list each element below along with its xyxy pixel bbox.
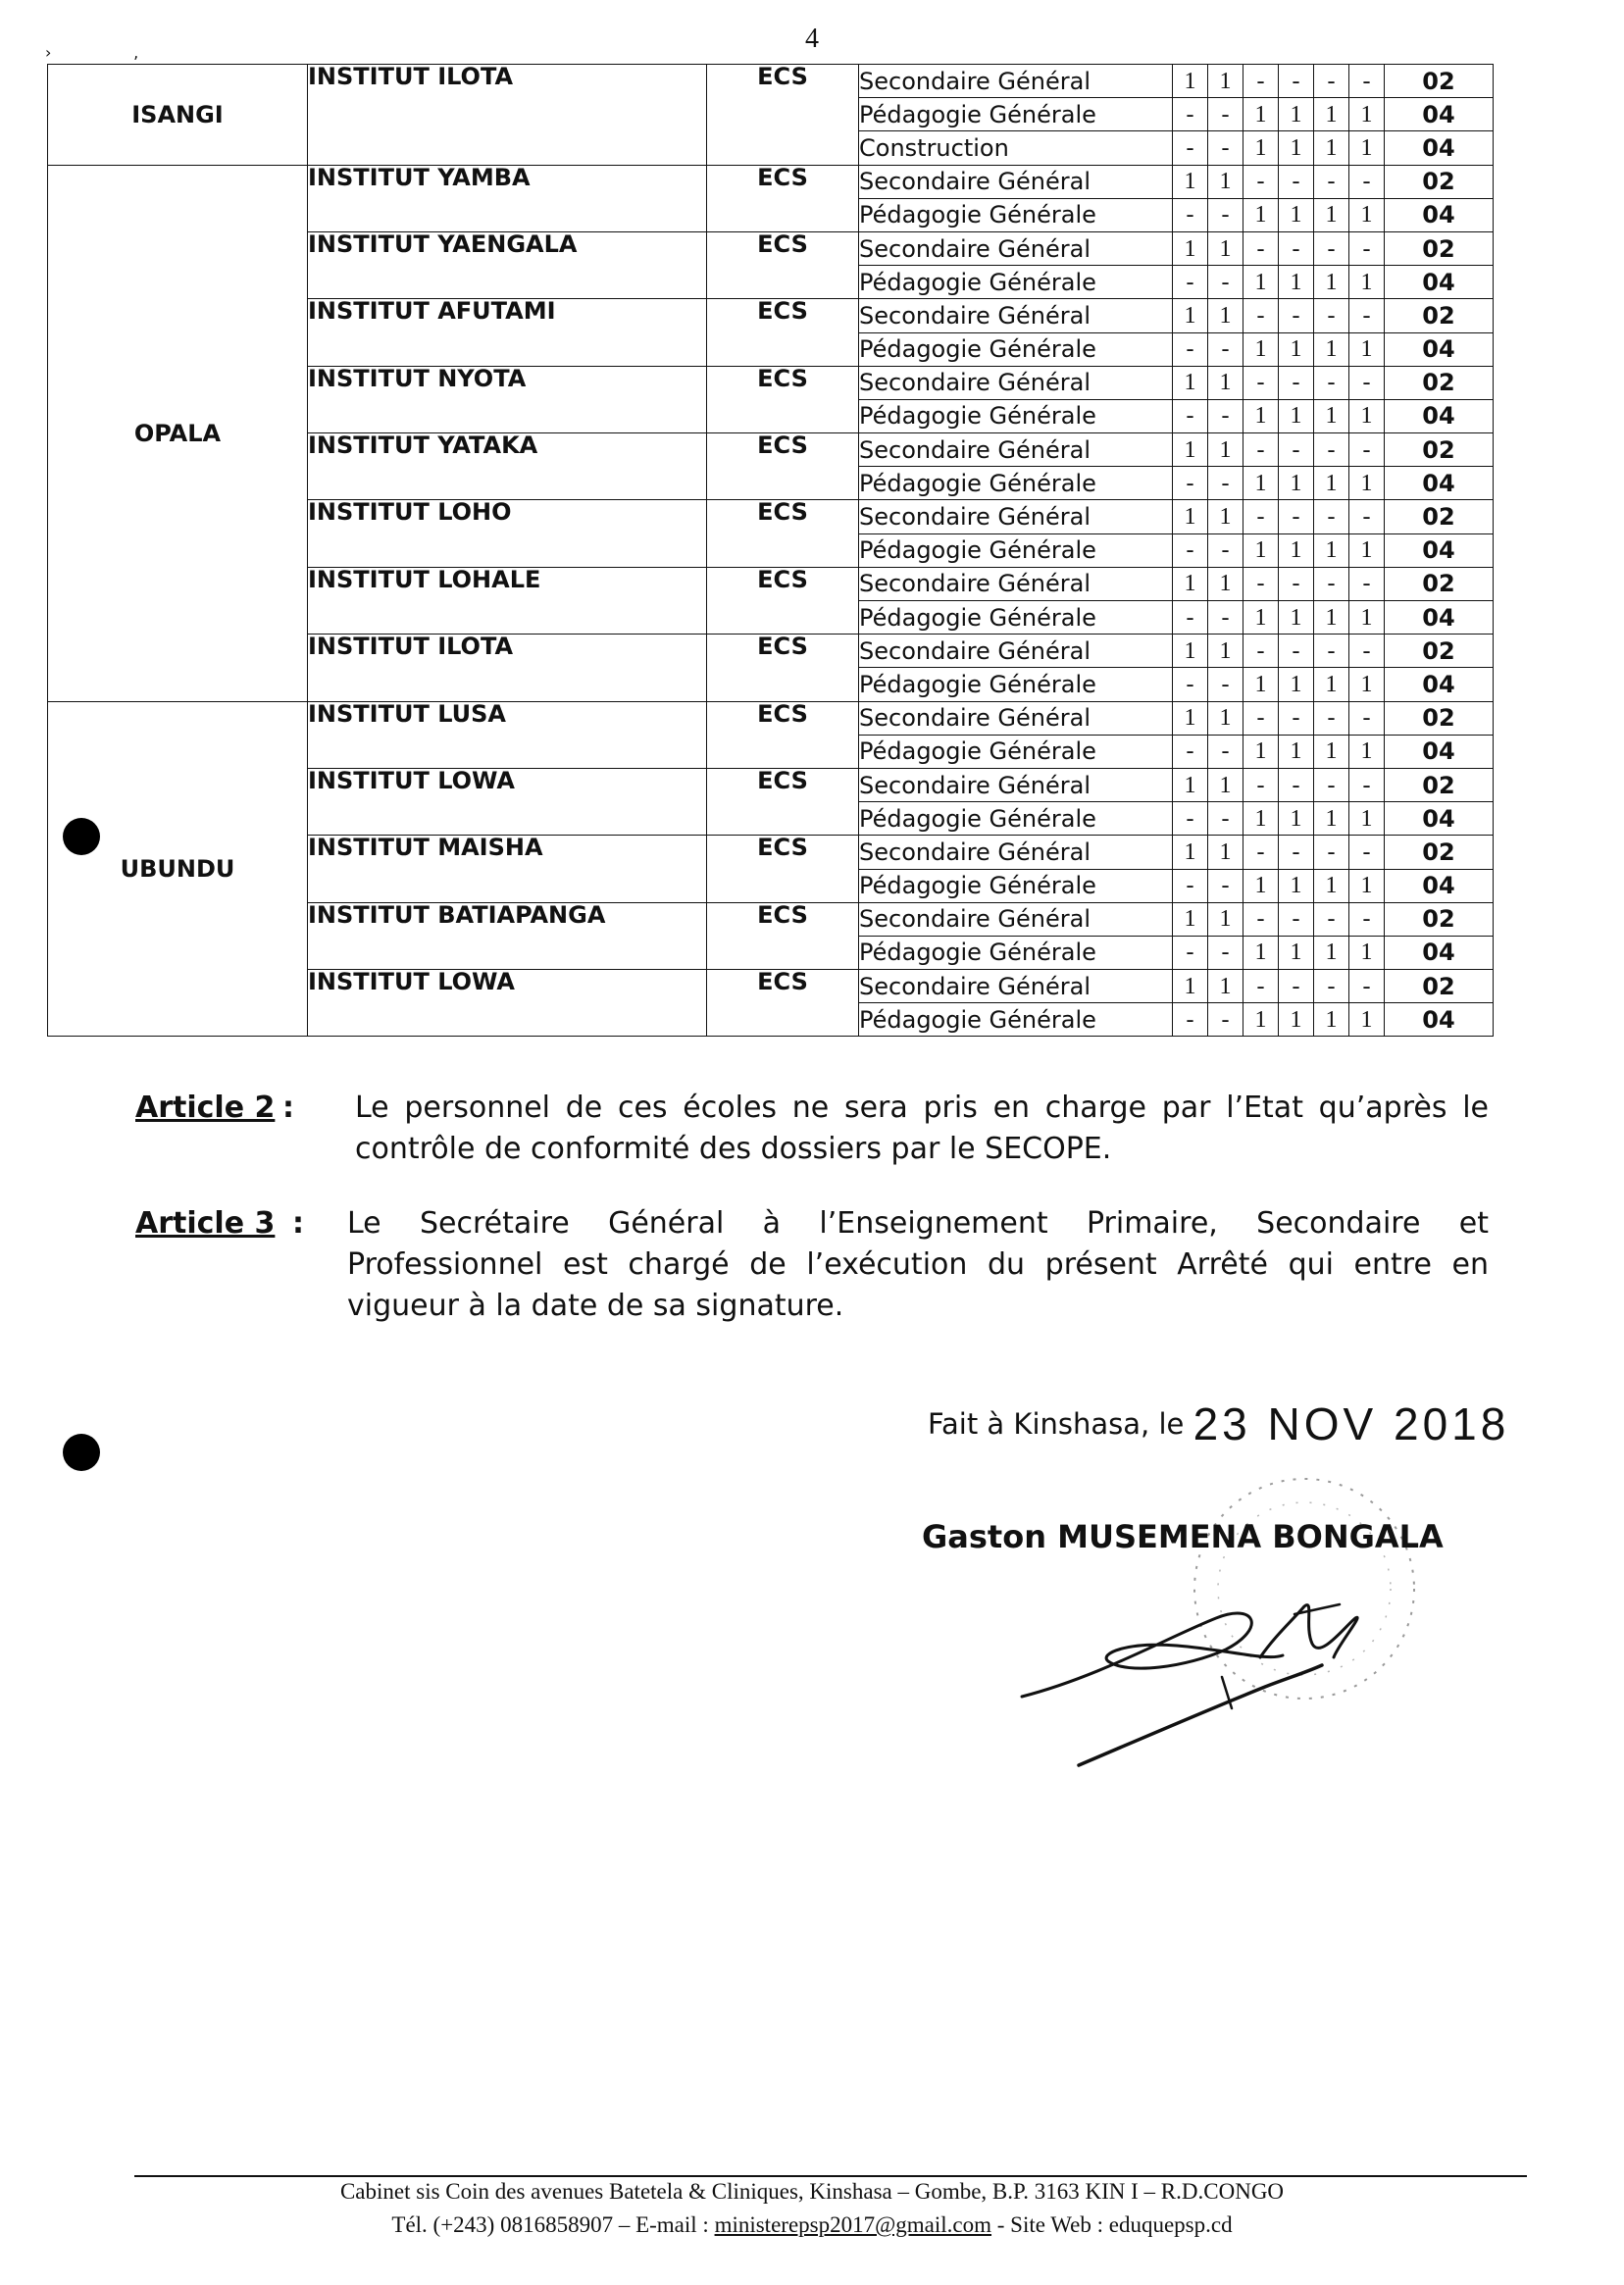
class-count-cell: - xyxy=(1208,98,1243,131)
class-count-cell: 1 xyxy=(1314,735,1349,768)
class-count-cell: - xyxy=(1243,768,1279,801)
regime-cell: ECS xyxy=(707,970,859,1037)
class-count-cell: 1 xyxy=(1173,500,1208,533)
option-cell: Pédagogie Générale xyxy=(859,533,1173,567)
footer-email: ministerepsp2017@gmail.com xyxy=(714,2212,992,2237)
hole-punch-bullet xyxy=(63,818,100,855)
class-count-cell: - xyxy=(1208,332,1243,366)
class-count-cell: - xyxy=(1349,366,1385,399)
class-count-cell: 1 xyxy=(1314,198,1349,231)
total-cell: 04 xyxy=(1385,98,1494,131)
option-cell: Pédagogie Générale xyxy=(859,668,1173,701)
class-count-cell: 1 xyxy=(1208,567,1243,600)
total-cell: 04 xyxy=(1385,802,1494,836)
class-count-cell: 1 xyxy=(1208,366,1243,399)
class-count-cell: 1 xyxy=(1208,500,1243,533)
class-count-cell: - xyxy=(1314,635,1349,668)
class-count-cell: - xyxy=(1173,869,1208,902)
class-count-cell: 1 xyxy=(1349,98,1385,131)
class-count-cell: - xyxy=(1314,299,1349,332)
class-count-cell: 1 xyxy=(1279,266,1314,299)
option-cell: Secondaire Général xyxy=(859,836,1173,869)
class-count-cell: 1 xyxy=(1349,869,1385,902)
class-count-cell: 1 xyxy=(1279,802,1314,836)
total-cell: 02 xyxy=(1385,231,1494,265)
regime-cell: ECS xyxy=(707,165,859,231)
territory-cell: ISANGI xyxy=(48,65,308,166)
class-count-cell: 1 xyxy=(1279,332,1314,366)
regime-cell: ECS xyxy=(707,433,859,500)
total-cell: 04 xyxy=(1385,869,1494,902)
regime-cell: ECS xyxy=(707,366,859,432)
school-name-cell: INSTITUT LOHALE xyxy=(308,567,707,634)
class-count-cell: 1 xyxy=(1173,567,1208,600)
class-count-cell: 1 xyxy=(1279,601,1314,635)
class-count-cell: - xyxy=(1349,701,1385,735)
class-count-cell: - xyxy=(1208,198,1243,231)
class-count-cell: - xyxy=(1349,65,1385,98)
class-count-cell: - xyxy=(1208,802,1243,836)
class-count-cell: 1 xyxy=(1314,399,1349,432)
footer-contact xyxy=(0,2212,1624,2238)
option-cell: Secondaire Général xyxy=(859,231,1173,265)
class-count-cell: - xyxy=(1314,970,1349,1003)
class-count-cell: - xyxy=(1314,500,1349,533)
total-cell: 04 xyxy=(1385,266,1494,299)
class-count-cell: 1 xyxy=(1208,65,1243,98)
class-count-cell: 1 xyxy=(1279,869,1314,902)
option-cell: Pédagogie Générale xyxy=(859,198,1173,231)
class-count-cell: - xyxy=(1243,231,1279,265)
option-cell: Pédagogie Générale xyxy=(859,735,1173,768)
article-colon: : xyxy=(282,1091,294,1125)
class-count-cell: 1 xyxy=(1243,936,1279,969)
class-count-cell: - xyxy=(1279,970,1314,1003)
class-count-cell: 1 xyxy=(1243,131,1279,165)
territory-cell: OPALA xyxy=(48,165,308,701)
class-count-cell: 1 xyxy=(1173,165,1208,198)
class-count-cell: - xyxy=(1314,65,1349,98)
class-count-cell: - xyxy=(1279,635,1314,668)
class-count-cell: 1 xyxy=(1314,266,1349,299)
class-count-cell: - xyxy=(1173,1003,1208,1037)
class-count-cell: - xyxy=(1314,231,1349,265)
class-count-cell: - xyxy=(1279,701,1314,735)
class-count-cell: 1 xyxy=(1349,668,1385,701)
school-name-cell: INSTITUT YAENGALA xyxy=(308,231,707,298)
article-2 xyxy=(135,1088,1489,1170)
class-count-cell: 1 xyxy=(1279,936,1314,969)
class-count-cell: - xyxy=(1243,366,1279,399)
total-cell: 04 xyxy=(1385,1003,1494,1037)
class-count-cell: 1 xyxy=(1349,735,1385,768)
class-count-cell: 1 xyxy=(1243,802,1279,836)
total-cell: 02 xyxy=(1385,165,1494,198)
school-name-cell: INSTITUT LOHO xyxy=(308,500,707,567)
total-cell: 04 xyxy=(1385,399,1494,432)
class-count-cell: - xyxy=(1243,567,1279,600)
class-count-cell: - xyxy=(1173,668,1208,701)
class-count-cell: 1 xyxy=(1349,1003,1385,1037)
option-cell: Secondaire Général xyxy=(859,299,1173,332)
article-colon: : xyxy=(292,1206,304,1241)
class-count-cell: - xyxy=(1314,165,1349,198)
class-count-cell: 1 xyxy=(1208,836,1243,869)
class-count-cell: - xyxy=(1349,500,1385,533)
class-count-cell: - xyxy=(1243,500,1279,533)
class-count-cell: - xyxy=(1173,467,1208,500)
footer-rule xyxy=(134,2175,1527,2177)
class-count-cell: 1 xyxy=(1208,768,1243,801)
class-count-cell: 1 xyxy=(1208,970,1243,1003)
class-count-cell: - xyxy=(1314,433,1349,467)
footer-site: - Site Web : eduquepsp.cd xyxy=(991,2212,1233,2237)
class-count-cell: 1 xyxy=(1314,869,1349,902)
class-count-cell: 1 xyxy=(1173,366,1208,399)
footer-address: Cabinet sis Coin des avenues Batetela & Cliniques, Kinshasa – Gombe, B.P. 3163 KIN I – R.D.CONGO xyxy=(339,2179,1285,2204)
option-cell: Secondaire Général xyxy=(859,635,1173,668)
class-count-cell: - xyxy=(1243,902,1279,936)
class-count-cell: 1 xyxy=(1243,399,1279,432)
class-count-cell: - xyxy=(1349,635,1385,668)
class-count-cell: 1 xyxy=(1279,533,1314,567)
regime-cell: ECS xyxy=(707,836,859,902)
table-row xyxy=(48,65,1494,98)
article-label: Article 2 xyxy=(135,1091,276,1125)
regime-cell: ECS xyxy=(707,65,859,166)
class-count-cell: 1 xyxy=(1208,165,1243,198)
class-count-cell: - xyxy=(1173,399,1208,432)
class-count-cell: 1 xyxy=(1279,467,1314,500)
class-count-cell: 1 xyxy=(1243,198,1279,231)
school-name-cell: INSTITUT BATIAPANGA xyxy=(308,902,707,969)
class-count-cell: 1 xyxy=(1173,65,1208,98)
class-count-cell: - xyxy=(1314,902,1349,936)
class-count-cell: 1 xyxy=(1314,131,1349,165)
class-count-cell: 1 xyxy=(1349,601,1385,635)
option-cell: Secondaire Général xyxy=(859,433,1173,467)
class-count-cell: 1 xyxy=(1173,701,1208,735)
class-count-cell: - xyxy=(1279,231,1314,265)
class-count-cell: 1 xyxy=(1349,266,1385,299)
class-count-cell: - xyxy=(1279,366,1314,399)
article-3 xyxy=(135,1203,1489,1327)
option-cell: Pédagogie Générale xyxy=(859,869,1173,902)
class-count-cell: - xyxy=(1208,936,1243,969)
class-count-cell: 1 xyxy=(1314,98,1349,131)
total-cell: 02 xyxy=(1385,701,1494,735)
school-name-cell: INSTITUT ILOTA xyxy=(308,65,707,166)
footer-tel: Tél. (+243) 0816858907 – E-mail : xyxy=(391,2212,715,2237)
total-cell: 04 xyxy=(1385,668,1494,701)
school-name-cell: INSTITUT LOWA xyxy=(308,768,707,835)
regime-cell: ECS xyxy=(707,635,859,701)
class-count-cell: - xyxy=(1243,836,1279,869)
class-count-cell: - xyxy=(1349,299,1385,332)
total-cell: 04 xyxy=(1385,467,1494,500)
scan-mark: ‚ xyxy=(133,43,139,62)
regime-cell: ECS xyxy=(707,231,859,298)
class-count-cell: 1 xyxy=(1243,266,1279,299)
class-count-cell: - xyxy=(1279,902,1314,936)
signatory-name: Gaston MUSEMENA BONGALA xyxy=(922,1518,1444,1555)
class-count-cell: 1 xyxy=(1314,601,1349,635)
class-count-cell: - xyxy=(1208,467,1243,500)
total-cell: 04 xyxy=(1385,198,1494,231)
school-name-cell: INSTITUT LUSA xyxy=(308,701,707,768)
class-count-cell: 1 xyxy=(1314,533,1349,567)
table-row xyxy=(48,165,1494,198)
table-row xyxy=(48,701,1494,735)
scan-mark: › xyxy=(45,43,52,62)
class-count-cell: 1 xyxy=(1279,1003,1314,1037)
class-count-cell: - xyxy=(1173,198,1208,231)
class-count-cell: 1 xyxy=(1243,1003,1279,1037)
total-cell: 02 xyxy=(1385,500,1494,533)
class-count-cell: 1 xyxy=(1208,433,1243,467)
option-cell: Secondaire Général xyxy=(859,366,1173,399)
class-count-cell: - xyxy=(1208,735,1243,768)
class-count-cell: - xyxy=(1314,768,1349,801)
article-text: Le personnel de ces écoles ne sera pris en charge par l’Etat qu’après le contrôle de conformité des dossiers par le SECOPE. xyxy=(355,1091,1489,1166)
option-cell: Pédagogie Générale xyxy=(859,266,1173,299)
class-count-cell: 1 xyxy=(1173,970,1208,1003)
class-count-cell: 1 xyxy=(1314,668,1349,701)
class-count-cell: 1 xyxy=(1173,902,1208,936)
option-cell: Pédagogie Générale xyxy=(859,98,1173,131)
school-name-cell: INSTITUT MAISHA xyxy=(308,836,707,902)
class-count-cell: 1 xyxy=(1279,668,1314,701)
signature-date: 23 NOV 2018 xyxy=(1193,1398,1510,1449)
place-label: Fait à Kinshasa, le xyxy=(928,1407,1185,1441)
total-cell: 02 xyxy=(1385,433,1494,467)
class-count-cell: - xyxy=(1349,970,1385,1003)
class-count-cell: - xyxy=(1243,701,1279,735)
class-count-cell: - xyxy=(1208,266,1243,299)
class-count-cell: - xyxy=(1279,299,1314,332)
class-count-cell: 1 xyxy=(1314,467,1349,500)
total-cell: 04 xyxy=(1385,735,1494,768)
class-count-cell: 1 xyxy=(1243,98,1279,131)
class-count-cell: - xyxy=(1208,1003,1243,1037)
class-count-cell: - xyxy=(1314,836,1349,869)
total-cell: 02 xyxy=(1385,902,1494,936)
class-count-cell: - xyxy=(1349,433,1385,467)
option-cell: Secondaire Général xyxy=(859,500,1173,533)
total-cell: 02 xyxy=(1385,366,1494,399)
class-count-cell: - xyxy=(1243,65,1279,98)
class-count-cell: - xyxy=(1243,433,1279,467)
total-cell: 04 xyxy=(1385,332,1494,366)
option-cell: Pédagogie Générale xyxy=(859,332,1173,366)
class-count-cell: - xyxy=(1349,231,1385,265)
class-count-cell: - xyxy=(1279,433,1314,467)
class-count-cell: - xyxy=(1208,601,1243,635)
class-count-cell: 1 xyxy=(1349,131,1385,165)
class-count-cell: 1 xyxy=(1173,433,1208,467)
class-count-cell: 1 xyxy=(1314,802,1349,836)
class-count-cell: 1 xyxy=(1243,533,1279,567)
total-cell: 02 xyxy=(1385,299,1494,332)
schools-table xyxy=(47,64,1494,1037)
option-cell: Secondaire Général xyxy=(859,768,1173,801)
regime-cell: ECS xyxy=(707,299,859,366)
class-count-cell: 1 xyxy=(1173,635,1208,668)
class-count-cell: - xyxy=(1173,98,1208,131)
class-count-cell: 1 xyxy=(1243,601,1279,635)
class-count-cell: - xyxy=(1208,869,1243,902)
class-count-cell: - xyxy=(1243,165,1279,198)
class-count-cell: - xyxy=(1208,131,1243,165)
option-cell: Pédagogie Générale xyxy=(859,601,1173,635)
class-count-cell: 1 xyxy=(1208,701,1243,735)
class-count-cell: 1 xyxy=(1243,467,1279,500)
option-cell: Secondaire Général xyxy=(859,65,1173,98)
class-count-cell: 1 xyxy=(1349,332,1385,366)
class-count-cell: 1 xyxy=(1279,735,1314,768)
class-count-cell: 1 xyxy=(1349,802,1385,836)
class-count-cell: 1 xyxy=(1173,231,1208,265)
total-cell: 04 xyxy=(1385,533,1494,567)
class-count-cell: - xyxy=(1349,836,1385,869)
class-count-cell: 1 xyxy=(1349,467,1385,500)
handwritten-signature xyxy=(1010,1559,1422,1785)
class-count-cell: - xyxy=(1349,567,1385,600)
school-name-cell: INSTITUT YATAKA xyxy=(308,433,707,500)
class-count-cell: - xyxy=(1173,601,1208,635)
territory-cell: UBUNDU xyxy=(48,701,308,1037)
article-text: Le Secrétaire Général à l’Enseignement Primaire, Secondaire et Professionnel est chargé de l’exécution du présent Arrêté qui entre en vigueur à la date de sa signature. xyxy=(347,1206,1489,1323)
class-count-cell: - xyxy=(1279,567,1314,600)
class-count-cell: - xyxy=(1349,902,1385,936)
class-count-cell: 1 xyxy=(1173,768,1208,801)
class-count-cell: - xyxy=(1279,836,1314,869)
option-cell: Secondaire Général xyxy=(859,701,1173,735)
option-cell: Pédagogie Générale xyxy=(859,399,1173,432)
class-count-cell: - xyxy=(1173,131,1208,165)
class-count-cell: 1 xyxy=(1208,299,1243,332)
class-count-cell: - xyxy=(1173,332,1208,366)
class-count-cell: - xyxy=(1349,768,1385,801)
class-count-cell: - xyxy=(1314,567,1349,600)
school-name-cell: INSTITUT LOWA xyxy=(308,970,707,1037)
class-count-cell: 1 xyxy=(1208,231,1243,265)
class-count-cell: 1 xyxy=(1314,332,1349,366)
option-cell: Pédagogie Générale xyxy=(859,1003,1173,1037)
total-cell: 02 xyxy=(1385,768,1494,801)
class-count-cell: - xyxy=(1173,533,1208,567)
class-count-cell: 1 xyxy=(1173,836,1208,869)
class-count-cell: - xyxy=(1279,165,1314,198)
class-count-cell: 1 xyxy=(1279,98,1314,131)
total-cell: 02 xyxy=(1385,635,1494,668)
class-count-cell: - xyxy=(1349,165,1385,198)
article-label: Article 3 xyxy=(135,1206,276,1241)
class-count-cell: - xyxy=(1279,500,1314,533)
class-count-cell: 1 xyxy=(1173,299,1208,332)
class-count-cell: 1 xyxy=(1243,332,1279,366)
class-count-cell: - xyxy=(1173,735,1208,768)
total-cell: 02 xyxy=(1385,567,1494,600)
class-count-cell: 1 xyxy=(1314,936,1349,969)
class-count-cell: 1 xyxy=(1208,902,1243,936)
option-cell: Pédagogie Générale xyxy=(859,467,1173,500)
class-count-cell: 1 xyxy=(1243,668,1279,701)
class-count-cell: 1 xyxy=(1349,399,1385,432)
regime-cell: ECS xyxy=(707,768,859,835)
class-count-cell: 1 xyxy=(1349,533,1385,567)
class-count-cell: - xyxy=(1279,768,1314,801)
class-count-cell: - xyxy=(1173,936,1208,969)
class-count-cell: 1 xyxy=(1349,936,1385,969)
page-number: 4 xyxy=(805,24,819,54)
regime-cell: ECS xyxy=(707,567,859,634)
option-cell: Construction xyxy=(859,131,1173,165)
option-cell: Pédagogie Générale xyxy=(859,802,1173,836)
total-cell: 02 xyxy=(1385,65,1494,98)
school-name-cell: INSTITUT ILOTA xyxy=(308,635,707,701)
class-count-cell: - xyxy=(1208,399,1243,432)
school-name-cell: INSTITUT NYOTA xyxy=(308,366,707,432)
option-cell: Secondaire Général xyxy=(859,970,1173,1003)
class-count-cell: - xyxy=(1243,970,1279,1003)
class-count-cell: 1 xyxy=(1349,198,1385,231)
class-count-cell: - xyxy=(1314,701,1349,735)
class-count-cell: - xyxy=(1208,668,1243,701)
option-cell: Secondaire Général xyxy=(859,567,1173,600)
hole-punch-bullet xyxy=(63,1434,100,1471)
school-name-cell: INSTITUT YAMBA xyxy=(308,165,707,231)
class-count-cell: - xyxy=(1173,802,1208,836)
school-name-cell: INSTITUT AFUTAMI xyxy=(308,299,707,366)
class-count-cell: - xyxy=(1314,366,1349,399)
option-cell: Secondaire Général xyxy=(859,165,1173,198)
class-count-cell: - xyxy=(1243,299,1279,332)
regime-cell: ECS xyxy=(707,902,859,969)
regime-cell: ECS xyxy=(707,701,859,768)
regime-cell: ECS xyxy=(707,500,859,567)
class-count-cell: 1 xyxy=(1243,735,1279,768)
done-at-line xyxy=(928,1397,1509,1450)
class-count-cell: 1 xyxy=(1279,399,1314,432)
class-count-cell: 1 xyxy=(1279,198,1314,231)
class-count-cell: 1 xyxy=(1279,131,1314,165)
class-count-cell: - xyxy=(1279,65,1314,98)
class-count-cell: - xyxy=(1173,266,1208,299)
total-cell: 04 xyxy=(1385,601,1494,635)
class-count-cell: - xyxy=(1208,533,1243,567)
total-cell: 04 xyxy=(1385,936,1494,969)
total-cell: 02 xyxy=(1385,836,1494,869)
total-cell: 04 xyxy=(1385,131,1494,165)
total-cell: 02 xyxy=(1385,970,1494,1003)
option-cell: Pédagogie Générale xyxy=(859,936,1173,969)
class-count-cell: 1 xyxy=(1243,869,1279,902)
class-count-cell: 1 xyxy=(1314,1003,1349,1037)
class-count-cell: 1 xyxy=(1208,635,1243,668)
class-count-cell: - xyxy=(1243,635,1279,668)
option-cell: Secondaire Général xyxy=(859,902,1173,936)
